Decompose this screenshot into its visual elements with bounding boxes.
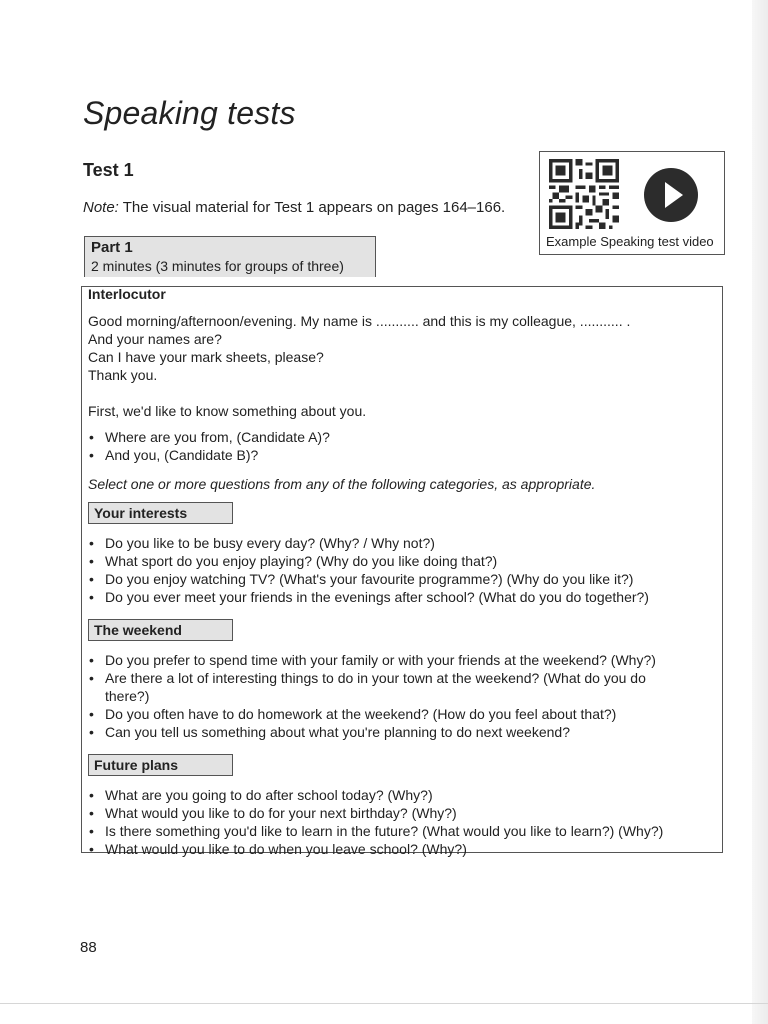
interests-question-list	[88, 534, 708, 606]
intro-text: First, we'd like to know something about you.	[88, 403, 367, 419]
interlocutor-content	[88, 285, 708, 858]
greeting-text: Good morning/afternoon/evening. My name is ........... and this is my colleague, ........... .	[88, 313, 631, 329]
instruction-text: Select one or more questions from any of the following categories, as appropriate.	[88, 476, 596, 492]
list-item: • Are there a lot of interesting things to do in your town at the weekend? (What do you do there?)	[88, 669, 708, 705]
test-heading: Test 1	[83, 160, 134, 180]
interlocutor-label: Interlocutor	[88, 286, 166, 302]
page-edge-shade	[752, 0, 768, 1024]
page-title: Speaking tests	[83, 95, 296, 131]
list-item: • Is there something you'd like to learn in the future? (What would you like to learn?) (Why?)	[88, 822, 708, 840]
future-plans-question-list	[88, 786, 708, 858]
list-item: • What would you like to do for your next birthday? (Why?)	[88, 804, 708, 822]
list-item: • Do you ever meet your friends in the evenings after school? (What do you do together?)	[88, 588, 708, 606]
part-header-box	[84, 236, 376, 277]
list-item: • Do you like to be busy every day? (Why? / Why not?)	[88, 534, 708, 552]
list-item: • What would you like to do when you leave school? (Why?)	[88, 840, 708, 858]
greeting-line: Can I have your mark sheets, please?	[88, 349, 324, 365]
category-your-interests: Your interests	[88, 502, 233, 524]
list-item: • Can you tell us something about what you're planning to do next weekend?	[88, 723, 708, 741]
page-number: 88	[80, 939, 97, 956]
category-the-weekend: The weekend	[88, 619, 233, 641]
weekend-question-list	[88, 651, 708, 741]
part-title: Part 1	[91, 239, 133, 256]
greeting-line: And your names are?	[88, 331, 222, 347]
list-item: • Do you prefer to spend time with your family or with your friends at the weekend? (Why?)	[88, 651, 708, 669]
list-item: • What sport do you enjoy playing? (Why do you like doing that?)	[88, 552, 708, 570]
video-caption: Example Speaking test video	[546, 234, 714, 249]
part-duration: 2 minutes (3 minutes for groups of three)	[91, 258, 344, 274]
list-item: • Where are you from, (Candidate A)?	[88, 428, 708, 446]
note-label: Note:	[83, 199, 119, 216]
list-item: • Do you often have to do homework at the weekend? (How do you feel about that?)	[88, 705, 708, 723]
note-line	[83, 199, 505, 216]
category-future-plans: Future plans	[88, 754, 233, 776]
greeting-line: Thank you.	[88, 367, 158, 383]
list-item: • And you, (Candidate B)?	[88, 446, 708, 464]
list-item: • What are you going to do after school today? (Why?)	[88, 786, 708, 804]
play-icon[interactable]	[644, 168, 698, 222]
candidate-question-list	[88, 428, 708, 464]
example-video-box[interactable]	[539, 151, 725, 255]
page-bottom-divider	[0, 1003, 768, 1004]
qr-code-icon[interactable]	[548, 159, 620, 229]
note-text: The visual material for Test 1 appears on pages 164–166.	[118, 199, 506, 216]
list-item: • Do you enjoy watching TV? (What's your favourite programme?) (Why do you like it?)	[88, 570, 708, 588]
